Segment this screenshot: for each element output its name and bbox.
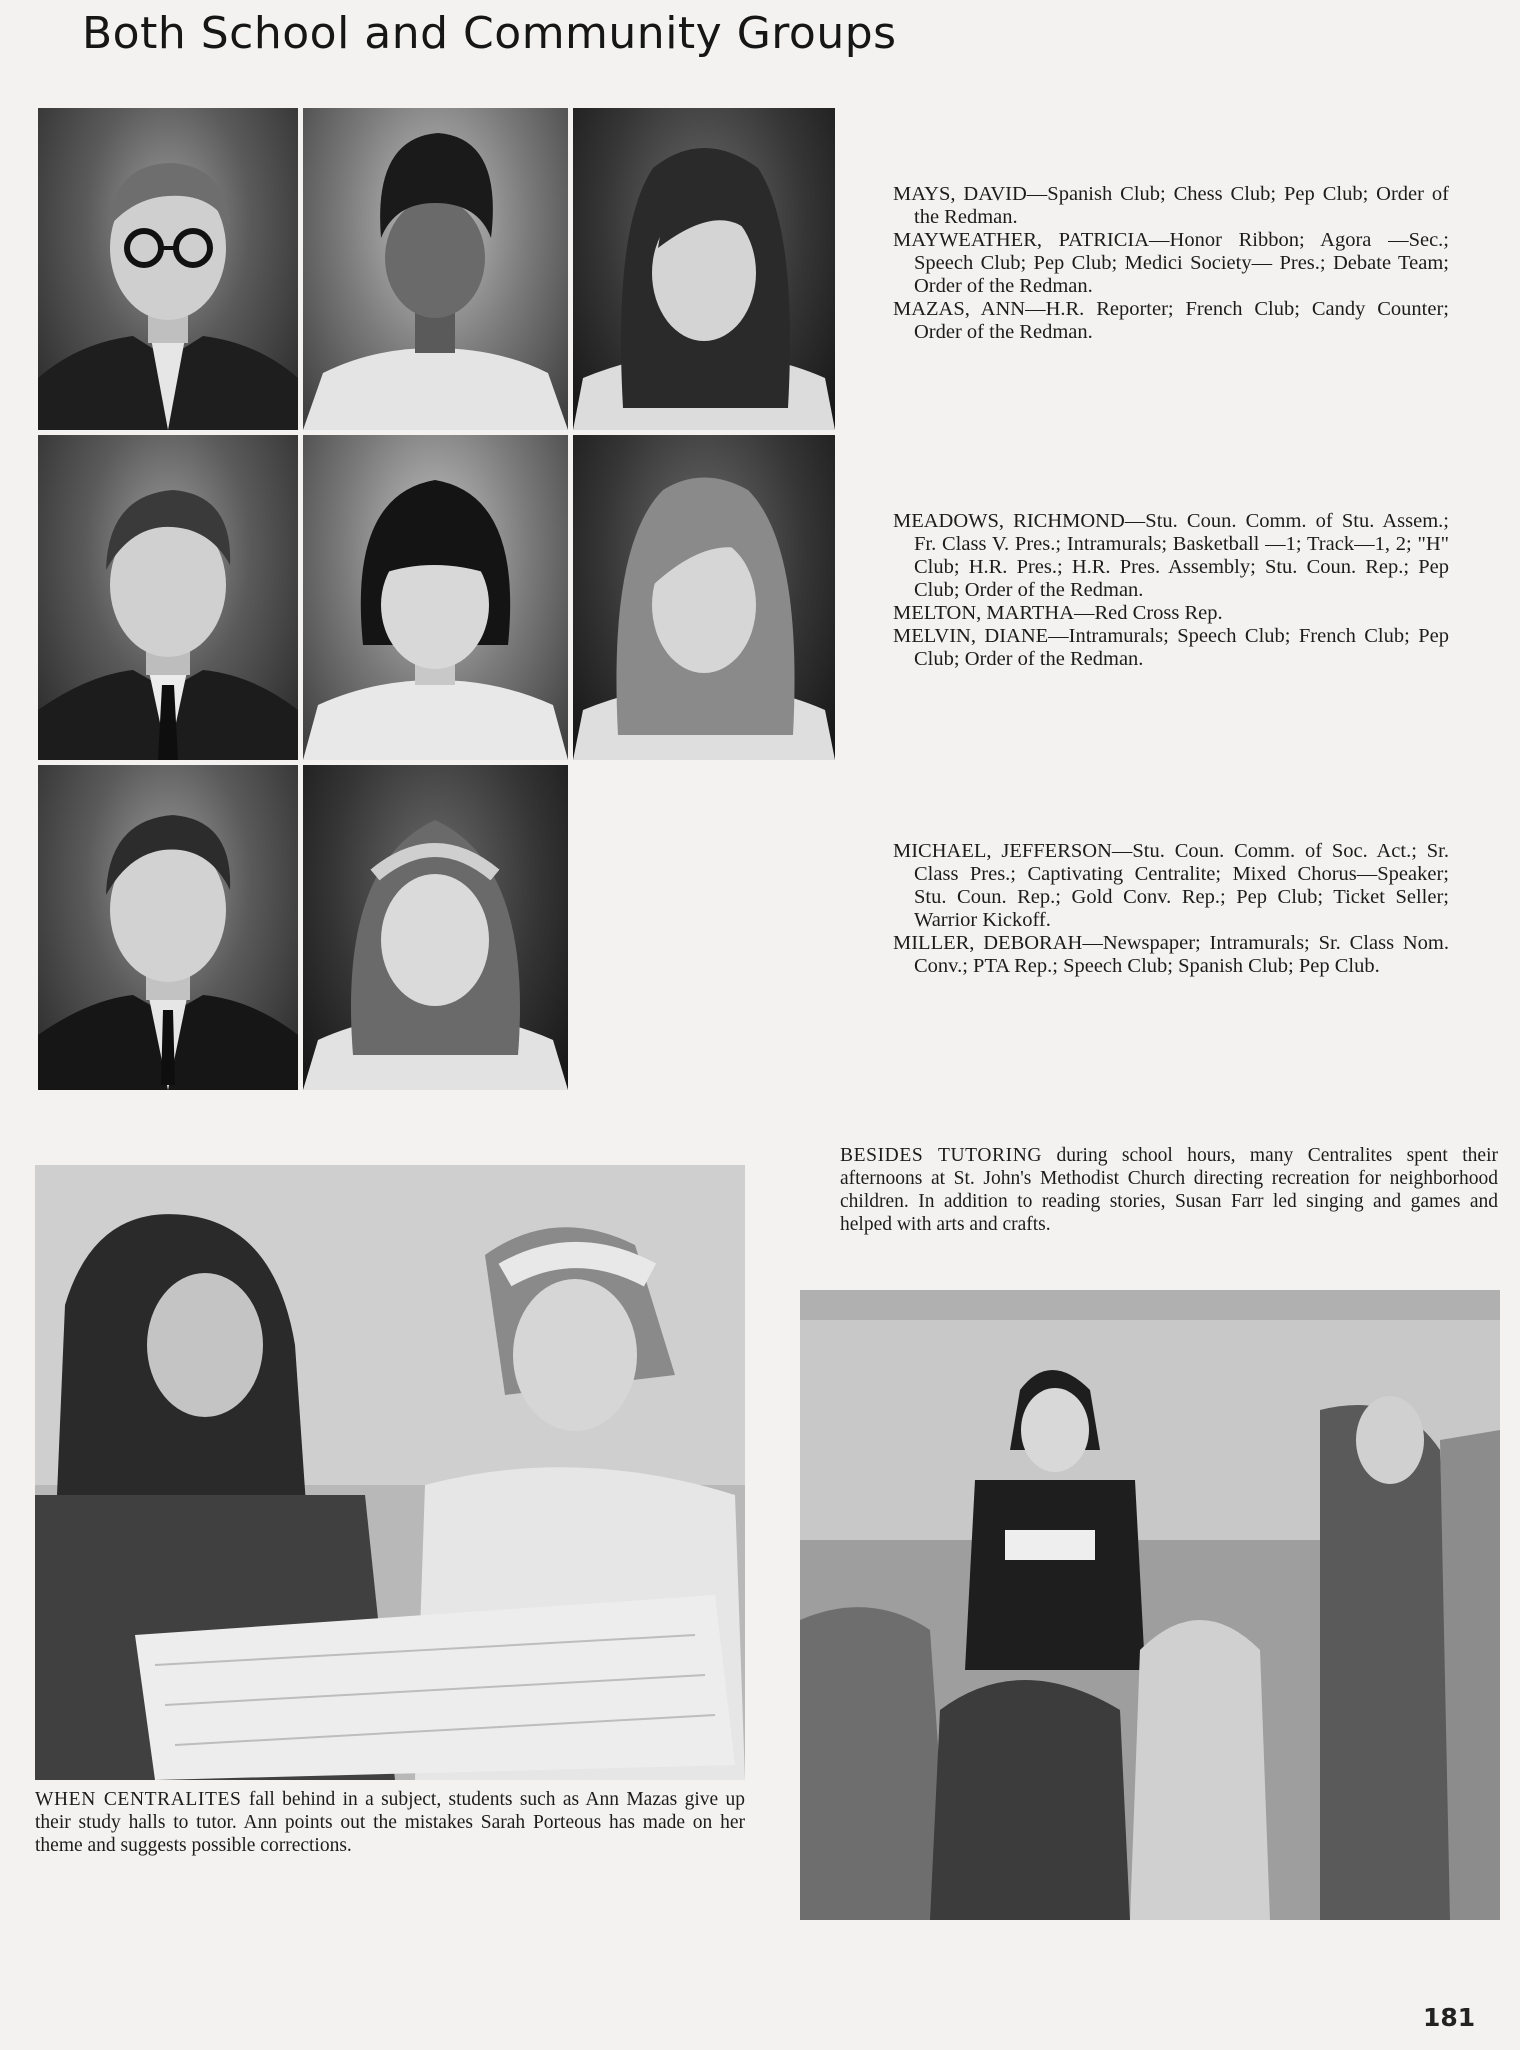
portrait-figure: [38, 765, 298, 1090]
portrait-meadows-richmond: [38, 435, 298, 760]
portrait-figure: [303, 108, 568, 430]
portrait-mazas-ann: [573, 108, 835, 430]
bio-entry: MELVIN, DIANE—Intramurals; Speech Club; French Club; Pep Club; Order of the Redman.: [893, 625, 1449, 670]
portrait-figure: [573, 108, 835, 430]
photo-church-scene: [800, 1290, 1500, 1920]
portrait-michael-jefferson: [38, 765, 298, 1090]
portrait-mayweather-patricia: [303, 108, 568, 430]
photo-tutoring: [35, 1165, 745, 1780]
bio-entry: MICHAEL, JEFFERSON—Stu. Coun. Comm. of Soc. Act.; Sr. Class Pres.; Captivating Centralite; Mixed Chorus—Speaker; Stu. Coun. Rep.; Gold Conv. Rep.; Pep Club; Ticket Seller; Warrior Kickoff.: [893, 840, 1449, 931]
caption-lead: WHEN CENTRALITES: [35, 1789, 242, 1810]
portrait-miller-deborah: [303, 765, 568, 1090]
portrait-melvin-diane: [573, 435, 835, 760]
bio-block-1: [893, 183, 1449, 344]
photo-church: [800, 1290, 1500, 1920]
portrait-figure: [303, 765, 568, 1090]
photo-tutoring-scene: [35, 1165, 745, 1780]
portrait-melton-martha: [303, 435, 568, 760]
page-number: 181: [1423, 2003, 1476, 2032]
portrait-mays-david: [38, 108, 298, 430]
caption-church: [840, 1144, 1498, 1236]
page-title: Both School and Community Groups: [82, 8, 897, 59]
caption-body: fall behind in a subject, students such as Ann Mazas give up their study halls to tutor. Ann points out the mistakes Sarah Porteous has made on her theme and suggests possible corrections.: [35, 1789, 745, 1856]
portrait-figure: [303, 435, 568, 760]
bio-block-2: [893, 510, 1449, 671]
portrait-figure: [573, 435, 835, 760]
bio-entry: MILLER, DEBORAH—Newspaper; Intramurals; Sr. Class Nom. Conv.; PTA Rep.; Speech Club; Spanish Club; Pep Club.: [893, 932, 1449, 977]
bio-entry: MELTON, MARTHA—Red Cross Rep.: [893, 602, 1223, 624]
caption-lead: BESIDES TUTORING: [840, 1145, 1043, 1166]
bio-entry: MEADOWS, RICHMOND—Stu. Coun. Comm. of Stu. Assem.; Fr. Class V. Pres.; Intramurals; Basketball —1; Track—1, 2; "H" Club; H.R. Pres.; H.R. Pres. Assembly; Stu. Coun. Rep.; Pep Club; Order of the Redman.: [893, 510, 1449, 601]
bio-block-3: [893, 840, 1449, 978]
bio-entry: MAZAS, ANN—H.R. Reporter; French Club; Candy Counter; Order of the Redman.: [893, 298, 1449, 343]
bio-entry: MAYWEATHER, PATRICIA—Honor Ribbon; Agora —Sec.; Speech Club; Pep Club; Medici Society— Pres.; Debate Team; Order of the Redman.: [893, 229, 1449, 297]
bio-entry: MAYS, DAVID—Spanish Club; Chess Club; Pep Club; Order of the Redman.: [893, 183, 1449, 228]
caption-body: during school hours, many Centralites spent their afternoons at St. John's Methodist Church directing recreation for neighborhood children. In addition to reading stories, Susan Farr led singing and games and helped with arts and crafts.: [840, 1145, 1498, 1235]
portrait-figure: [38, 435, 298, 760]
caption-tutoring: [35, 1788, 745, 1857]
portrait-figure: [38, 108, 298, 430]
